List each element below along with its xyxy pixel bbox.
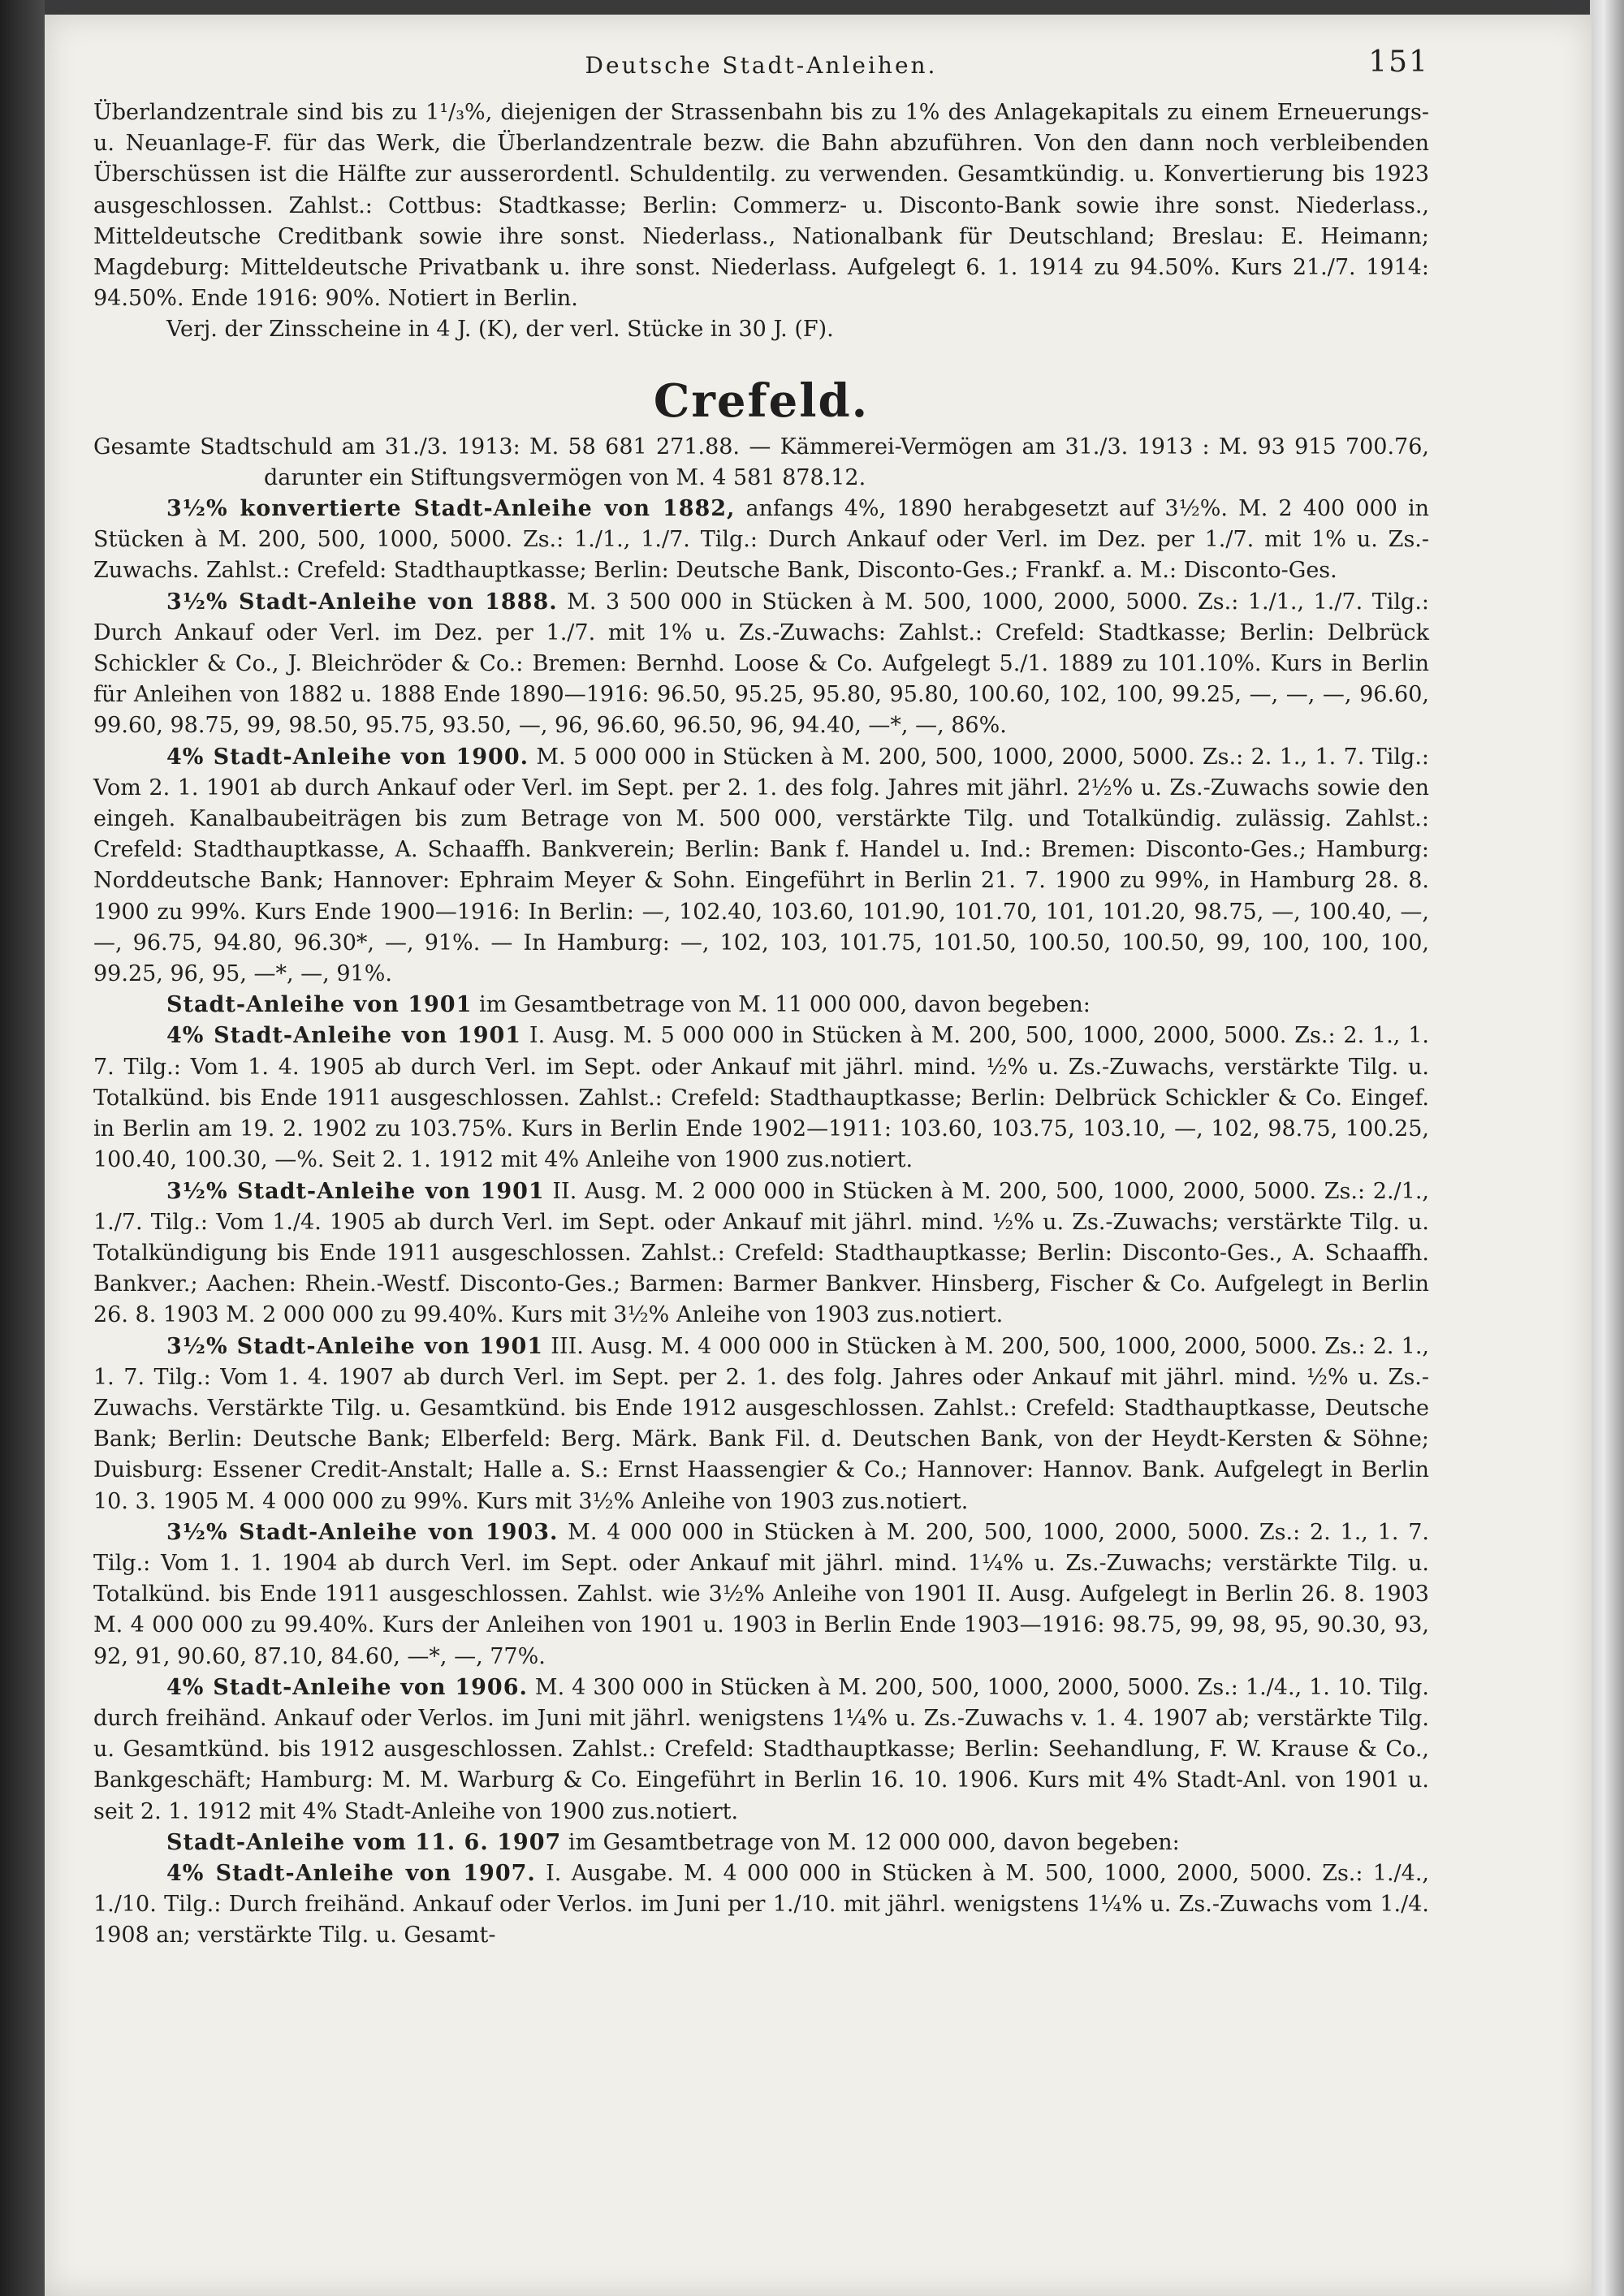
loan-text: M. 4 000 000 in Stücken à M. 200, 500, 1000, 2000, 5000. Zs.: 2. 1., 1. 7. Tilg.: Vom 1. 1. 1904 ab durch Verl. im Sept. oder Ankauf mit jährl. mind. 1¼% u. Zs.-Zuwachs; verstärkte Tilg. u. Totalkünd. bis Ende 1911 ausgeschlossen. Zahlst. wie 3½% Anleihe von 1901 II. Ausg. Aufgelegt in Berlin 26. 8. 1903 M. 4 000 000 zu 99.40%. Kurs der Anleihen von 1901 u. 1903 in Berlin Ende 1903—1916: 98.75, 99, 98, 95, 90.30, 93, 92, 91, 90.60, 87.10, 84.60, —*, —, 77%. <box>93 1519 1429 1669</box>
book-spine <box>1590 0 1624 2296</box>
loan-entry <box>93 1517 1429 1672</box>
loan-title: 4% Stadt-Anleihe von 1900. <box>166 744 529 770</box>
loan-text: I. Ausgabe. M. 4 000 000 in Stücken à M. 500, 1000, 2000, 5000. Zs.: 1./4., 1./10. Tilg.: Durch freihänd. Ankauf oder Verlos. im Juni per 1./10. mit jährl. wenigstens 1¼% u. Zs.-Zuwachs vom 1./4. 1908 an; verstärkte Tilg. u. Gesamt- <box>93 1860 1430 1949</box>
loan-text: anfangs 4%, 1890 herabgesetzt auf 3½%. M. 2 400 000 in Stücken à M. 200, 500, 1000, 5000. Zs.: 1./1., 1./7. Tilg.: Durch Ankauf oder Verl. im Dez. per 1./7. mit 1% u. Zs.-Zuwachs. Zahlst.: Crefeld: Stadthauptkasse; Berlin: Deutsche Bank, Disconto-Ges.; Frankf. a. M.: Disconto-Ges. <box>93 496 1429 584</box>
page-number: 151 <box>1368 45 1429 79</box>
loan-text: II. Ausg. M. 2 000 000 in Stücken à M. 200, 500, 1000, 2000, 5000. Zs.: 2./1., 1./7. Tilg.: Vom 1./4. 1905 ab durch Verl. im Sept. oder Ankauf mit jährl. mind. ½% u. Zs.-Zuwachs; verstärkte Tilg. u. Totalkündigung bis Ende 1911 ausgeschlossen. Zahlst.: Crefeld: Stadthauptkasse; Berlin: Disconto-Ges., A. Schaaffh. Bankver.; Aachen: Rhein.-Westf. Disconto-Ges.; Barmen: Barmer Bankver. Hinsberg, Fischer & Co. Aufgelegt in Berlin 26. 8. 1903 M. 2 000 000 zu 99.40%. Kurs mit 3½% Anleihe von 1903 zus.notiert. <box>93 1178 1429 1328</box>
book-page <box>45 15 1592 2296</box>
scan-left-edge <box>0 0 45 2296</box>
loan-entry <box>93 990 1429 1021</box>
loan-text: III. Ausg. M. 4 000 000 in Stücken à M. 200, 500, 1000, 2000, 5000. Zs.: 2. 1., 1. 7. Tilg.: Vom 1. 4. 1907 ab durch Verl. im Sept. per 2. 1. des folg. Jahres oder Ankauf mit jährl. mind. ½% u. Zs.-Zuwachs. Verstärkte Tilg. u. Gesamtkünd. bis Ende 1912 ausgeschlossen. Zahlst.: Crefeld: Stadthauptkasse, Deutsche Bank; Berlin: Deutsche Bank; Elberfeld: Berg. Märk. Bank Fil. d. Deutschen Bank, von der Heydt-Kersten & Söhne; Duisburg: Essener Credit-Anstalt; Halle a. S.: Ernst Haassengier & Co.; Hannover: Hannov. Bank. Aufgelegt in Berlin 10. 3. 1905 M. 4 000 000 zu 99%. Kurs mit 3½% Anleihe von 1903 zus.notiert. <box>93 1333 1429 1514</box>
loan-entry <box>93 1672 1429 1828</box>
city-heading: Crefeld. <box>653 373 870 428</box>
loan-title: 4% Stadt-Anleihe von 1907. <box>166 1860 536 1886</box>
verjaehrung-note: Verj. der Zinsscheine in 4 J. (K), der verl. Stücke in 30 J. (F). <box>166 317 834 343</box>
loan-text: I. Ausg. M. 5 000 000 in Stücken à M. 200, 500, 1000, 2000, 5000. Zs.: 2. 1., 1. 7. Tilg.: Vom 1. 4. 1905 ab durch Verl. im Sept. oder Ankauf mit jährl. mind. ½% u. Zs.-Zuwachs, verstärkte Tilg. u. Totalkünd. bis Ende 1911 ausgeschlossen. Zahlst.: Crefeld: Stadthauptkasse; Berlin: Delbrück Schickler & Co. Eingef. in Berlin am 19. 2. 1902 zu 103.75%. Kurs in Berlin Ende 1902—1911: 103.60, 103.75, 103.10, —, 102, 98.75, 100.25, 100.40, 100.30, —%. Seit 2. 1. 1912 mit 4% Anleihe von 1900 zus.notiert. <box>93 1023 1429 1173</box>
loan-entry <box>93 1858 1429 1952</box>
loan-title: 3½% Stadt-Anleihe von 1901 <box>166 1178 545 1204</box>
loan-entry <box>93 1021 1429 1176</box>
loan-text: M. 3 500 000 in Stücken à M. 500, 1000, 2000, 5000. Zs.: 1./1., 1./7. Tilg.: Durch Ankauf oder Verl. im Dez. per 1./7. mit 1% u. Zs.-Zuwachs: Zahlst.: Crefeld: Stadtkasse; Berlin: Delbrück Schickler & Co., J. Bleichröder & Co.: Bremen: Bernhd. Loose & Co. Aufgelegt 5./1. 1889 zu 101.10%. Kurs in Berlin für Anleihen von 1882 u. 1888 Ende 1890—1916: 96.50, 95.25, 95.80, 95.80, 100.60, 102, 100, 99.25, —, —, —, 96.60, 99.60, 98.75, 99, 98.50, 95.75, 93.50, —, 96, 96.60, 96.50, 96, 94.40, —*, —, 86%. <box>93 589 1429 739</box>
loan-title: 3½% Stadt-Anleihe von 1903. <box>166 1519 559 1545</box>
loan-title: 3½% Stadt-Anleihe von 1888. <box>166 589 558 615</box>
intro-paragraph: Überlandzentrale sind bis zu 1¹/₃%, diejenigen der Strassenbahn bis zu 1% des Anlagekapitals zu einem Erneuerungs- u. Neuanlage-F. für das Werk, die Überlandzentrale bezw. die Bahn abzuführen. Von den dann noch verbleibenden Überschüssen ist die Hälfte zur ausserordentl. Schuldentilg. zu verwenden. Gesamtkündig. u. Konvertierung bis 1923 ausgeschlossen. Zahlst.: Cottbus: Stadtkasse; Berlin: Commerz- u. Disconto-Bank sowie ihre sonst. Niederlass., Mitteldeutsche Creditbank sowie ihre sonst. Niederlass., Nationalbank für Deutschland; Breslau: E. Heimann; Magdeburg: Mitteldeutsche Privatbank u. ihre sonst. Niederlass. Aufgelegt 6. 1. 1914 zu 94.50%. Kurs 21./7. 1914: 94.50%. Ende 1916: 90%. Notiert in Berlin. <box>93 100 1429 312</box>
running-header <box>93 47 1429 97</box>
loan-text: M. 5 000 000 in Stücken à M. 200, 500, 1000, 2000, 5000. Zs.: 2. 1., 1. 7. Tilg.: Vom 2. 1. 1901 ab durch Ankauf oder Verl. im Sept. per 2. 1. des folg. Jahres mit jährl. 2½% u. Zs.-Zuwachs sowie den eingeh. Kanalbaubeiträgen bis zum Betrage von M. 500 000, verstärkte Tilg. und Totalkündig. zulässig. Zahlst.: Crefeld: Stadthauptkasse, A. Schaaffh. Bankverein; Berlin: Bank f. Handel u. Ind.: Bremen: Disconto-Ges.; Hamburg: Norddeutsche Bank; Hannover: Ephraim Meyer & Sohn. Eingeführt in Berlin 21. 7. 1900 zu 99%, in Hamburg 28. 8. 1900 zu 99%. Kurs Ende 1900—1916: In Berlin: —, 102.40, 103.60, 101.90, 101.70, 101, 101.20, 98.75, —, 100.40, —, —, 96.75, 94.80, 96.30*, —, 91%. — In Hamburg: —, 102, 103, 101.75, 101.50, 100.50, 100.50, 99, 100, 100, 100, 99.25, 96, 95, —*, —, 91%. <box>93 744 1430 987</box>
loan-text: im Gesamtbetrage von M. 12 000 000, davon begeben: <box>561 1829 1180 1855</box>
loan-title: 3½% konvertierte Stadt-Anleihe von 1882, <box>166 496 736 522</box>
loan-entry <box>93 742 1429 990</box>
city-summary: Gesamte Stadtschuld am 31./3. 1913: M. 58 681 271.88. — Kämmerei-Vermögen am 31./3. 1913 : M. 93 915 700.76, darunter ein Stiftungsvermögen von M. 4 581 878.12. <box>93 434 1429 490</box>
loan-text: M. 4 300 000 in Stücken à M. 200, 500, 1000, 2000, 5000. Zs.: 1./4., 1. 10. Tilg. durch freihänd. Ankauf oder Verlos. im Juni mit jährl. wenigstens 1¼% u. Zs.-Zuwachs v. 1. 4. 1907 ab; verstärkte Tilg. u. Gesamtkünd. bis 1912 ausgeschlossen. Zahlst.: Crefeld: Stadthauptkasse; Berlin: Seehandlung, F. W. Krause & Co., Bankgeschäft; Hamburg: M. M. Warburg & Co. Eingeführt in Berlin 16. 10. 1906. Kurs mit 4% Stadt-Anl. von 1901 u. seit 2. 1. 1912 mit 4% Stadt-Anleihe von 1900 zus.notiert. <box>93 1674 1429 1824</box>
loan-title: 4% Stadt-Anleihe von 1901 <box>166 1023 522 1049</box>
loan-title: Stadt-Anleihe vom 11. 6. 1907 <box>166 1829 562 1855</box>
loan-entry <box>93 494 1429 587</box>
page-text <box>93 47 1429 1952</box>
loan-entry <box>93 1331 1429 1517</box>
loan-title: Stadt-Anleihe von 1901 <box>166 992 473 1018</box>
loan-entry <box>93 587 1429 742</box>
loan-text: im Gesamtbetrage von M. 11 000 000, davon begeben: <box>472 992 1091 1018</box>
running-title: Deutsche Stadt-Anleihen. <box>585 52 938 79</box>
loan-entry <box>93 1176 1429 1331</box>
loan-entry <box>93 1828 1429 1858</box>
loan-title: 4% Stadt-Anleihe von 1906. <box>166 1674 528 1700</box>
loan-title: 3½% Stadt-Anleihe von 1901 <box>166 1333 544 1359</box>
